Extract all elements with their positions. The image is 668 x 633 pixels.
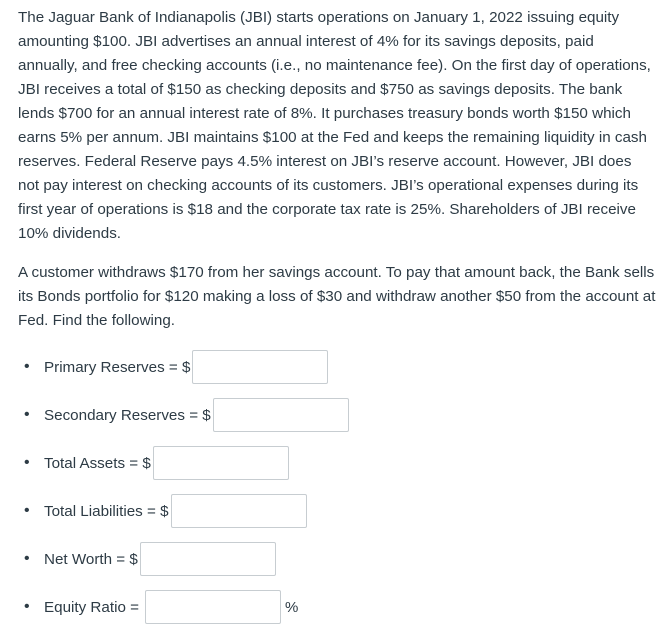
bullet-icon: • (24, 406, 30, 423)
bullet-icon: • (24, 358, 30, 375)
problem-paragraph-2: A customer withdraws $170 from her savings account. To pay that amount back, the Bank sells its Bonds portfolio for $120 making a loss of $30 and withdraw another $50 from the account at Fed. Find the following. (18, 264, 656, 329)
equity-ratio-input[interactable] (145, 590, 281, 624)
answer-list (18, 347, 656, 627)
answer-item-net-worth (24, 539, 656, 579)
percent-suffix: % (284, 598, 299, 616)
bullet-icon: • (24, 454, 30, 471)
total-liabilities-input[interactable] (171, 494, 307, 528)
answer-item-total-liabilities (24, 491, 656, 531)
primary-reserves-input[interactable] (192, 350, 328, 384)
bullet-icon: • (24, 550, 30, 567)
bullet-icon: • (24, 598, 30, 615)
answer-label-net-worth: Net Worth = $ (44, 550, 138, 568)
answer-item-primary-reserves (24, 347, 656, 387)
answer-item-total-assets (24, 443, 656, 483)
answer-label-equity-ratio: Equity Ratio = (44, 598, 139, 616)
secondary-reserves-input[interactable] (213, 398, 349, 432)
problem-paragraph-1: The Jaguar Bank of Indianapolis (JBI) starts operations on January 1, 2022 issuing equity amounting $100. JBI advertises an annual interest of 4% for its savings deposits, paid annually, and free checking accounts (i.e., no maintenance fee). On the first day of operations, JBI receives a total of $150 as checking deposits and $750 as savings deposits. The bank lends $700 for an annual interest rate of 8%. It purchases treasury bonds worth $150 which earns 5% per annum. JBI maintains $100 at the Fed and keeps the remaining liquidity in cash reserves. Federal Reserve pays 4.5% interest on JBI’s reserve account. However, JBI does not pay interest on checking accounts of its customers. JBI’s operational expenses during its first year of operations is $18 and the corporate tax rate is 25%. Shareholders of JBI receive 10% dividends. (18, 9, 651, 242)
bullet-icon: • (24, 502, 30, 519)
answer-label-total-assets: Total Assets = $ (44, 454, 151, 472)
answer-item-equity-ratio (24, 587, 656, 627)
answer-label-primary-reserves: Primary Reserves = $ (44, 358, 191, 376)
answer-item-secondary-reserves (24, 395, 656, 435)
net-worth-input[interactable] (140, 542, 276, 576)
answer-label-secondary-reserves: Secondary Reserves = $ (44, 406, 211, 424)
total-assets-input[interactable] (153, 446, 289, 480)
answer-label-total-liabilities: Total Liabilities = $ (44, 502, 169, 520)
